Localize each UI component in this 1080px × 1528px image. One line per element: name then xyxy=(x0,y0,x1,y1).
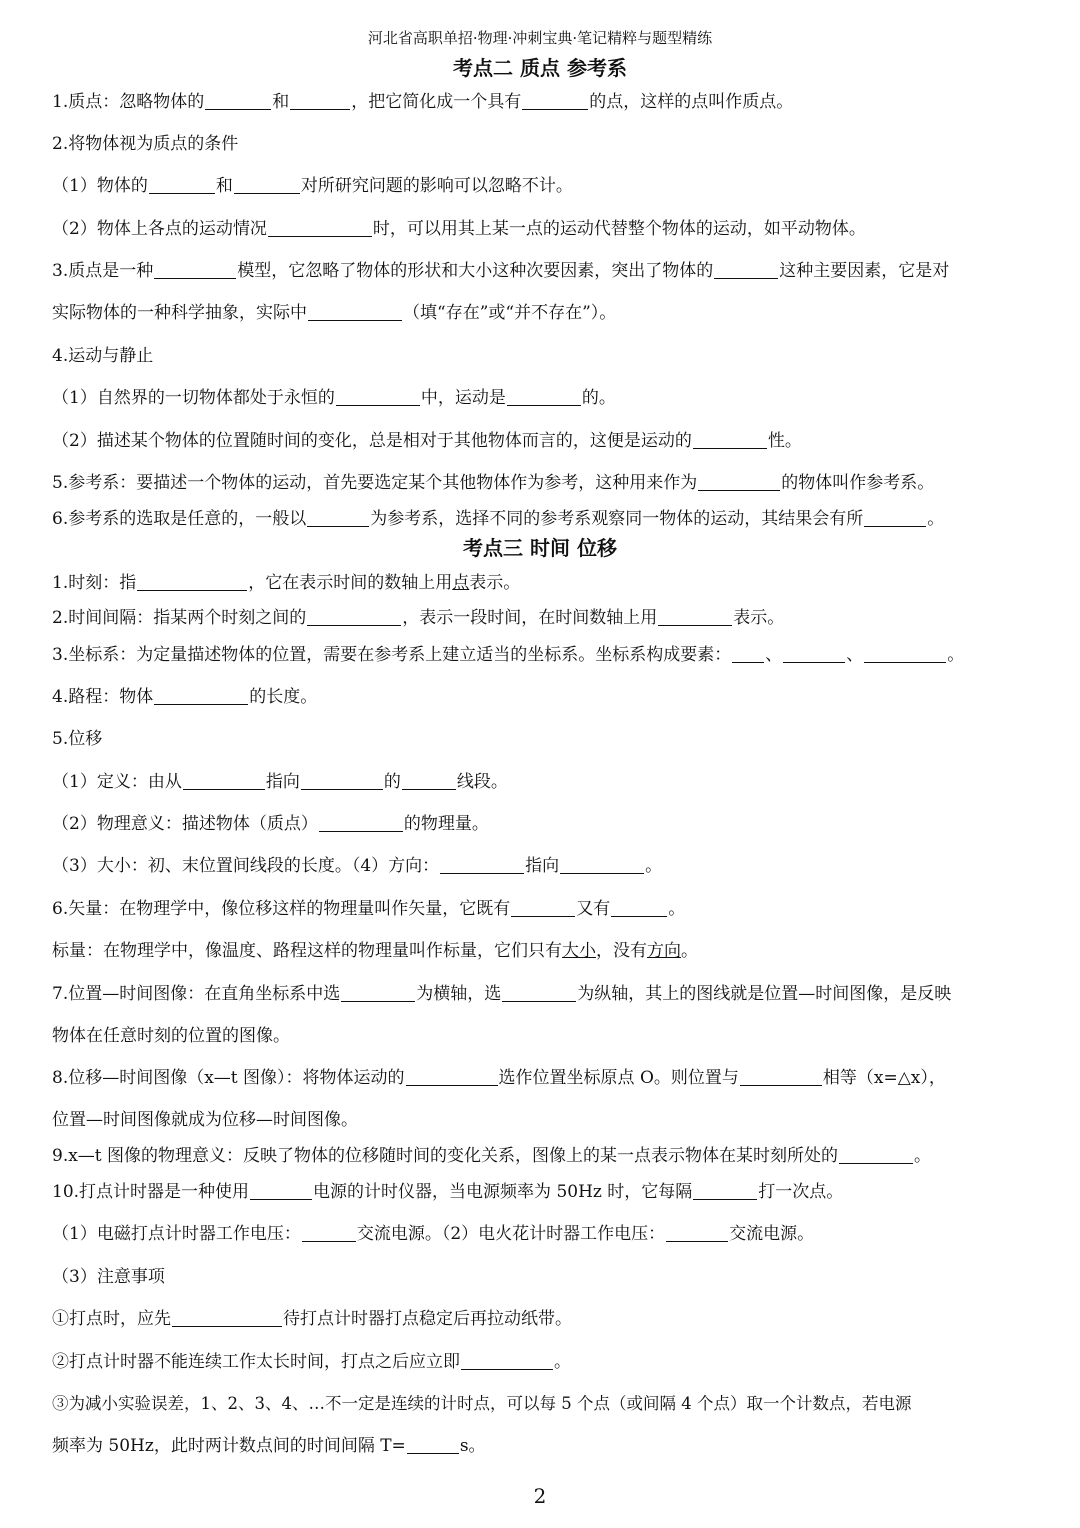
s3-line-4: 4.路程：物体 的长度。 xyxy=(52,687,318,707)
s2-line-9: （2）描述某个物体的位置随时间的变化，总是相对于其他物体而言的，这便是运动的 性。 xyxy=(52,431,802,451)
s3-line-12: 物体在任意时刻的位置的图像。 xyxy=(52,1026,290,1046)
blank[interactable] xyxy=(301,771,383,790)
s3-line-6: （1）定义：由从 指向 的 线段。 xyxy=(52,772,508,792)
s2-line-3: （1）物体的 和 对所研究问题的影响可以忽略不计。 xyxy=(52,176,573,196)
blank[interactable] xyxy=(149,175,215,194)
blank[interactable] xyxy=(406,1067,498,1086)
section-title-kaodian-2: 考点二 质点 参考系 xyxy=(453,56,627,80)
s3-line-5: 5.位移 xyxy=(52,729,103,749)
blank[interactable] xyxy=(250,1181,312,1200)
blank[interactable] xyxy=(407,1435,459,1454)
blank[interactable] xyxy=(137,572,247,591)
blank[interactable] xyxy=(698,472,780,491)
blank[interactable] xyxy=(658,607,732,626)
blank[interactable] xyxy=(154,260,236,279)
blank[interactable] xyxy=(341,983,415,1002)
s3-line-2: 2.时间间隔：指某两个时刻之间的 ，表示一段时间，在时间数轴上用 表示。 xyxy=(52,608,785,628)
blank[interactable] xyxy=(234,175,300,194)
blank[interactable] xyxy=(308,302,402,321)
s2-line-6: 实际物体的一种科学抽象，实际中 （填“存在”或“并不存在”）。 xyxy=(52,303,617,323)
blank[interactable] xyxy=(693,430,767,449)
s3-line-9: 6.矢量：在物理学中，像位移这样的物理量叫作矢量，它既有 又有 。 xyxy=(52,899,686,919)
s2-line-2: 2.将物体视为质点的条件 xyxy=(52,134,239,154)
blank[interactable] xyxy=(693,1181,757,1200)
blank[interactable] xyxy=(511,898,575,917)
blank[interactable] xyxy=(290,91,350,110)
blank[interactable] xyxy=(864,508,926,527)
s3-line-22: 频率为 50Hz，此时两计数点间的时间间隔 T= s。 xyxy=(52,1436,486,1456)
s2-line-5: 3.质点是一种 模型，它忽略了物体的形状和大小这种次要因素，突出了物体的 这种主要因素，它是对 xyxy=(52,261,950,281)
s2-line-7: 4.运动与静止 xyxy=(52,346,154,366)
blank[interactable] xyxy=(302,1223,356,1242)
s2-line-8: （1）自然界的一切物体都处于永恒的 中，运动是 的。 xyxy=(52,388,616,408)
s3-line-8: （3）大小：初、末位置间线段的长度。（4）方向： 指向 。 xyxy=(52,856,663,876)
blank[interactable] xyxy=(502,983,576,1002)
s3-line-3: 3.坐标系：为定量描述物体的位置，需要在参考系上建立适当的坐标系。坐标系构成要素： 、 、 。 xyxy=(52,645,965,665)
blank[interactable] xyxy=(461,1351,553,1370)
blank[interactable] xyxy=(268,218,372,237)
s3-line-15: 9.x—t 图像的物理意义：反映了物体的位移随时间的变化关系，图像上的某一点表示物体在某时刻所处的 。 xyxy=(52,1146,932,1166)
s3-line-19: ①打点时，应先 待打点计时器打点稳定后再拉动纸带。 xyxy=(52,1309,572,1329)
s3-line-1: 1.时刻：指 ，它在表示时间的数轴上用点表示。 xyxy=(52,573,521,593)
blank[interactable] xyxy=(172,1308,282,1327)
s3-line-7: （2）物理意义：描述物体（质点） 的物理量。 xyxy=(52,814,489,834)
blank[interactable] xyxy=(783,644,845,663)
s3-line-18: （3）注意事项 xyxy=(52,1267,165,1287)
blank[interactable] xyxy=(440,855,524,874)
blank[interactable] xyxy=(740,1067,822,1086)
s3-line-17: （1）电磁打点计时器工作电压： 交流电源。（2）电火花计时器工作电压： 交流电源。 xyxy=(52,1224,815,1244)
blank[interactable] xyxy=(307,607,401,626)
blank[interactable] xyxy=(336,387,420,406)
blank[interactable] xyxy=(666,1223,728,1242)
s3-line-16: 10.打点计时器是一种使用 电源的计时仪器，当电源频率为 50Hz 时，它每隔 打一次点。 xyxy=(52,1182,844,1202)
blank[interactable] xyxy=(560,855,644,874)
blank[interactable] xyxy=(154,686,248,705)
s3-line-10: 标量：在物理学中，像温度、路程这样的物理量叫作标量，它们只有大小，没有方向。 xyxy=(52,941,698,961)
s3-line-14: 位置—时间图像就成为位移—时间图像。 xyxy=(52,1110,358,1130)
blank[interactable] xyxy=(319,813,403,832)
s2-line-11: 6.参考系的选取是任意的，一般以 为参考系，选择不同的参考系观察同一物体的运动，其结果会有所 。 xyxy=(52,509,945,529)
s2-line-4: （2）物体上各点的运动情况 时，可以用其上某一点的运动代替整个物体的运动，如平动物体。 xyxy=(52,219,866,239)
blank[interactable] xyxy=(732,644,764,663)
page-header: 河北省高职单招·物理·冲刺宝典·笔记精粹与题型精练 xyxy=(367,29,713,47)
blank[interactable] xyxy=(839,1145,913,1164)
blank[interactable] xyxy=(183,771,265,790)
blank[interactable] xyxy=(307,508,369,527)
section-title-kaodian-3: 考点三 时间 位移 xyxy=(463,536,617,560)
s3-line-21: ③为减小实验误差，1、2、3、4、…不一定是连续的计时点，可以每 5 个点（或间隔 4 个点）取一个计数点，若电源 xyxy=(52,1394,912,1413)
blank[interactable] xyxy=(402,771,456,790)
blank[interactable] xyxy=(205,91,271,110)
s3-line-13: 8.位移—时间图像（x—t 图像）：将物体运动的 选作位置坐标原点 O。则位置与 相等（x=△x）， xyxy=(52,1068,946,1088)
blank[interactable] xyxy=(864,644,946,663)
page-number: 2 xyxy=(533,1484,547,1508)
s2-line-1: 1.质点：忽略物体的 和 ，把它简化成一个具有 的点，这样的点叫作质点。 xyxy=(52,92,794,112)
s3-line-11: 7.位置—时间图像：在直角坐标系中选 为横轴，选 为纵轴，其上的图线就是位置—时间图像，是反映 xyxy=(52,984,952,1004)
blank[interactable] xyxy=(714,260,778,279)
s2-line-10: 5.参考系：要描述一个物体的运动，首先要选定某个其他物体作为参考，这种用来作为 的物体叫作参考系。 xyxy=(52,473,935,493)
blank[interactable] xyxy=(522,91,588,110)
blank[interactable] xyxy=(507,387,581,406)
blank[interactable] xyxy=(611,898,667,917)
s3-line-20: ②打点计时器不能连续工作太长时间，打点之后应立即 。 xyxy=(52,1352,571,1372)
